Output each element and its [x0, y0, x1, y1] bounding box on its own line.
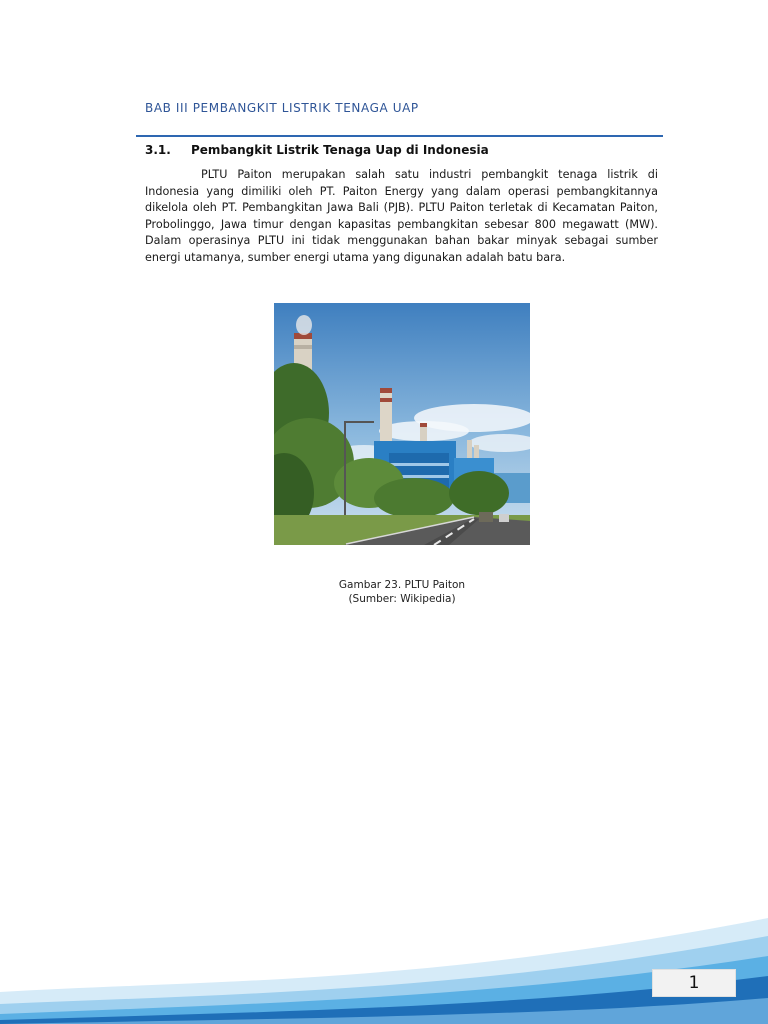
power-plant-photo	[274, 303, 530, 545]
figure-caption	[274, 578, 530, 606]
section-heading	[145, 143, 665, 157]
section-title: Pembangkit Listrik Tenaga Uap di Indonesia	[191, 143, 489, 157]
footer-wave-decoration	[0, 900, 768, 1024]
page-number: 1	[652, 969, 736, 997]
header-divider	[136, 135, 663, 137]
caption-source: (Sumber: Wikipedia)	[348, 593, 456, 605]
caption-title: Gambar 23. PLTU Paiton	[338, 579, 466, 591]
section-number: 3.1.	[145, 143, 171, 157]
body-paragraph: PLTU Paiton merupakan salah satu industri pembangkit tenaga listrik di Indonesia yang dimiliki oleh PT. Paiton Energy yang dalam operasi pembangkitannya dikelola oleh PT. Pembangkitan Jawa Bali (PJB). PLTU Paiton terletak di Kecamatan Paiton, Probolinggo, Jawa timur dengan kapasitas pembangkitan sebesar 800 megawatt (MW). Dalam operasinya PLTU ini tidak menggunakan bahan bakar minyak sebagai sumber energi utamanya, sumber energi utama yang digunakan adalah batu bara.	[145, 168, 658, 264]
chapter-title: BAB III PEMBANGKIT LISTRIK TENAGA UAP	[145, 101, 419, 115]
